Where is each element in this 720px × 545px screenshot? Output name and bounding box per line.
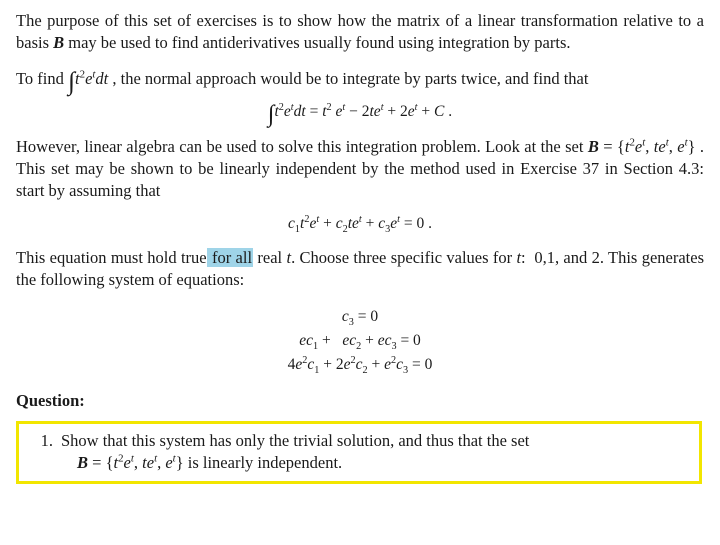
question-item-body xyxy=(61,430,691,474)
system-equation-1: $c_3 = 0$ xyxy=(341,307,379,328)
question-heading: Question: xyxy=(16,390,85,410)
equation-linear-combination: $c_1t^2e^t + c_2te^t + c_3e^t = 0$ . xyxy=(288,214,432,236)
paragraph-however: However, linear algebra can be used to solve this integration problem. Look at the set $B = \{t^2e^t$, $te^t$, $e^t$} . This set may be shown to be linearly independent by the method used in Exercise 37 in Section 4.3: start by assuming that xyxy=(16,136,705,200)
system-equation-3: $4e^2c_1 + 2e^2c_2 + e^2c_3 = 0$ xyxy=(287,354,433,376)
question-item-line1: Show that this system has only the trivial solution, and thus that the set xyxy=(61,430,530,450)
question-item-number: 1. xyxy=(40,430,53,450)
question-item-1 xyxy=(27,430,691,474)
highlighted-text: for all xyxy=(207,248,253,268)
system-equation-2: $ec_1 + ec_2 + ec_3 = 0$ xyxy=(299,331,421,352)
paragraph-find-integral: To find $\int t^2e^tdt$ , the normal approach would be to integrate by parts twice, and find that xyxy=(16,66,589,96)
boxed-question-item xyxy=(16,421,702,484)
question-item-line2: $B = \{t^2e^t$, $te^t$, $e^t$} is linearly independent. xyxy=(77,452,343,472)
basis-symbol-b: B xyxy=(53,32,65,52)
paragraph-intro: The purpose of this set of exercises is to show how the matrix of a linear transformation relative to a basis B may be used to find antiderivatives usually found using integration by parts. xyxy=(16,11,704,52)
equation-integral-result: $\int t^2e^tdt = t^2$ $e^t - 2te^t + 2e^t + C$ . xyxy=(267,101,453,128)
equation-system xyxy=(16,305,704,377)
paragraph-must-hold: This equation must hold true for all real t. Choose three specific values for t: 0,1, and 2. This generates the following system of equations: xyxy=(16,248,704,290)
